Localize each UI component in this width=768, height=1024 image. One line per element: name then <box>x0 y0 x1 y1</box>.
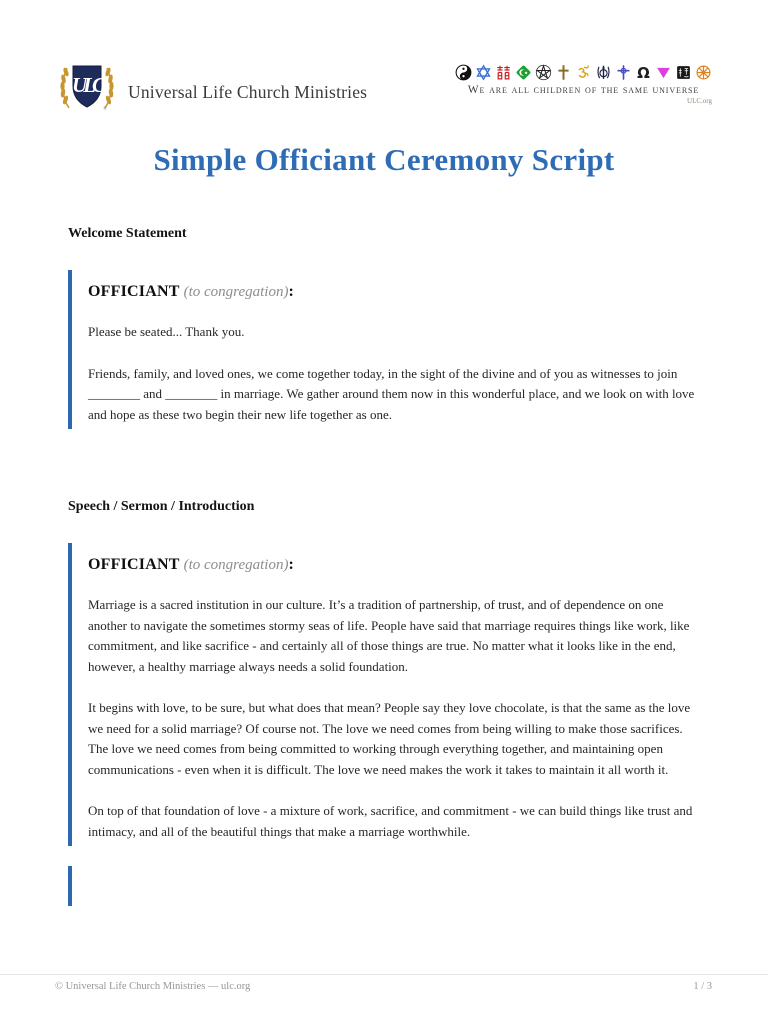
quote-continuation-bar <box>68 866 76 906</box>
quote-paragraph: Friends, family, and loved ones, we come together today, in the sight of the divine and of you as witnesses to join ________ and ________ in marriage. We gather around them now in this wonderful place, and we look on with love and hope as these two begin their new life together as one. <box>88 365 695 422</box>
speaker-label: OFFICIANT <box>88 283 180 300</box>
svg-text:Ω: Ω <box>637 64 650 81</box>
quote-paragraph: Please be seated... Thank you. <box>88 324 245 339</box>
document-body <box>0 226 768 906</box>
star-of-david-icon <box>475 64 492 81</box>
omega-icon <box>635 64 652 81</box>
inverted-triangle-icon <box>655 64 672 81</box>
section-speech-sermon-introduction <box>68 499 700 846</box>
footer-page-number: 1 / 3 <box>693 981 712 992</box>
speaker-colon: : <box>288 283 294 300</box>
motto-text: We are all children of the same universe <box>467 84 700 96</box>
speaker-line <box>88 556 700 574</box>
quote-paragraph: On top of that foundation of love - a mixture of work, sacrifice, and commitment - we can build things like trust and intimacy, and all of the beautiful things that make a marriage worthwhile. <box>88 803 693 839</box>
faith-symbols <box>455 64 712 81</box>
faith-banner <box>455 64 712 105</box>
star-and-crescent-icon <box>515 64 532 81</box>
brand <box>56 60 367 117</box>
speaker-line <box>88 283 700 301</box>
cross-orb-icon <box>615 64 632 81</box>
svg-text:®: ® <box>103 107 107 112</box>
yin-yang-icon <box>455 64 472 81</box>
cross-icon <box>555 64 572 81</box>
khanda-icon <box>595 64 612 81</box>
stage-direction: (to congregation) <box>183 557 289 573</box>
page-footer <box>0 974 768 992</box>
dharma-wheel-icon <box>695 64 712 81</box>
quote-paragraph: Marriage is a sacred institution in our culture. It’s a tradition of partnership, of trust, and of dependence on one another to navigate the sometimes stormy seas of life. People have said that marriage requires things like work, like commitment, and like sacrifice - and certainly all of those things are true. No matter what it looks like in the end, however, a healthy marriage always needs a solid foundation. <box>88 597 690 674</box>
pentacle-icon <box>535 64 552 81</box>
ulc-logo-icon <box>56 60 118 117</box>
double-happiness-icon <box>495 64 512 81</box>
section-heading: Speech / Sermon / Introduction <box>68 499 255 514</box>
footer-copyright: © Universal Life Church Ministries — ulc.org <box>55 981 251 992</box>
officiant-quote-block <box>68 270 700 429</box>
speaker-colon: : <box>288 556 294 573</box>
speaker-label: OFFICIANT <box>88 556 180 573</box>
stage-direction: (to congregation) <box>183 284 289 300</box>
page-title: Simple Officiant Ceremony Script <box>153 142 615 177</box>
section-welcome-statement <box>68 226 700 429</box>
om-icon <box>575 64 592 81</box>
svg-text:ULC: ULC <box>72 73 102 97</box>
shinto-kanji-icon <box>675 64 692 81</box>
brand-name: Universal Life Church Ministries <box>128 82 368 102</box>
section-heading: Welcome Statement <box>68 226 187 241</box>
motto-site: ULC.org <box>687 97 712 105</box>
doc-header <box>0 0 768 117</box>
officiant-quote-block <box>68 543 700 846</box>
quote-paragraph: It begins with love, to be sure, but what does that mean? People say they love chocolate, is that the same as the love we need for a solid marriage? Of course not. The love we need comes from being willing to make those sacrifices. The love we need comes from being committed to working through everything together, and maintaining open communications - even when it is difficult. The love we need makes the work it takes to maintain it all worth it. <box>88 700 691 777</box>
